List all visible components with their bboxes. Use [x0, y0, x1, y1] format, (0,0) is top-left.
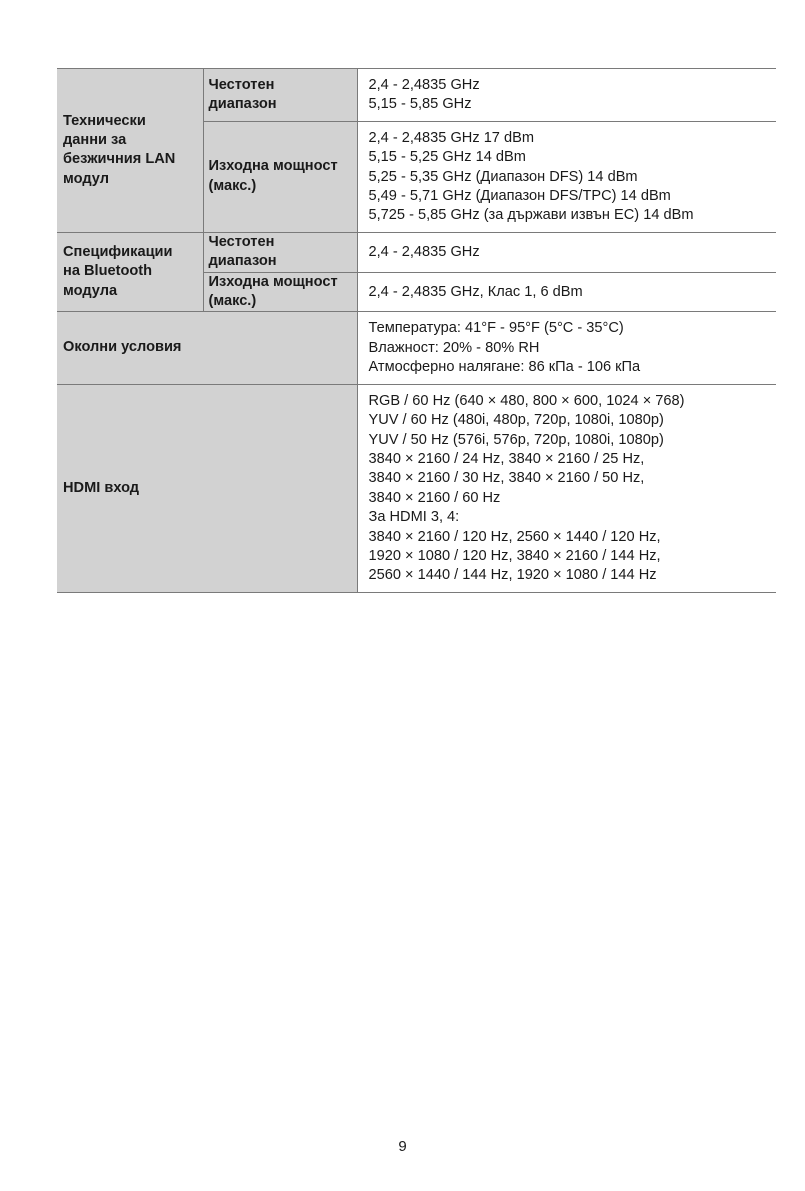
bluetooth-frequency-row [57, 232, 776, 272]
page-number: 9 [398, 1138, 407, 1155]
specifications-table [57, 68, 776, 593]
wlan-frequency-value: 2,4 - 2,4835 GHz 5,15 - 5,85 GHz [357, 69, 776, 122]
hdmi-label: HDMI вход [57, 384, 357, 592]
bluetooth-frequency-value: 2,4 - 2,4835 GHz [357, 232, 776, 272]
bluetooth-power-label: Изходна мощност (макс.) [203, 272, 357, 312]
wlan-module-label: Технически данни за безжичния LAN модул [57, 69, 203, 233]
environment-row [57, 312, 776, 384]
wlan-frequency-label: Честотен диапазон [203, 69, 357, 122]
bluetooth-frequency-label: Честотен диапазон [203, 232, 357, 272]
bluetooth-power-value: 2,4 - 2,4835 GHz, Клас 1, 6 dBm [357, 272, 776, 312]
environment-value: Температура: 41°F - 95°F (5°C - 35°C) Влажност: 20% - 80% RH Атмосферно налягане: 86 кПа - 106 кПа [357, 312, 776, 384]
wlan-frequency-row [57, 69, 776, 122]
wlan-power-value: 2,4 - 2,4835 GHz 17 dBm 5,15 - 5,25 GHz 14 dBm 5,25 - 5,35 GHz (Диапазон DFS) 14 dBm 5,49 - 5,71 GHz (Диапазон DFS/TPC) 14 dBm 5,725 - 5,85 GHz (за държави извън ЕС) 14 dBm [357, 121, 776, 232]
hdmi-value: RGB / 60 Hz (640 × 480, 800 × 600, 1024 × 768) YUV / 60 Hz (480i, 480p, 720p, 1080i, 1080p) YUV / 50 Hz (576i, 576p, 720p, 1080i, 1080p) 3840 × 2160 / 24 Hz, 3840 × 2160 / 25 Hz, 3840 × 2160 / 30 Hz, 3840 × 2160 / 50 Hz, 3840 × 2160 / 60 Hz За HDMI 3, 4: 3840 × 2160 / 120 Hz, 2560 × 1440 / 120 Hz, 1920 × 1080 / 120 Hz, 3840 × 2160 / 144 Hz, 2560 × 1440 / 144 Hz, 1920 × 1080 / 144 Hz [357, 384, 776, 592]
hdmi-row [57, 384, 776, 592]
environment-label: Околни условия [57, 312, 357, 384]
wlan-power-label: Изходна мощност (макс.) [203, 121, 357, 232]
bluetooth-module-label: Спецификации на Bluetooth модула [57, 232, 203, 312]
